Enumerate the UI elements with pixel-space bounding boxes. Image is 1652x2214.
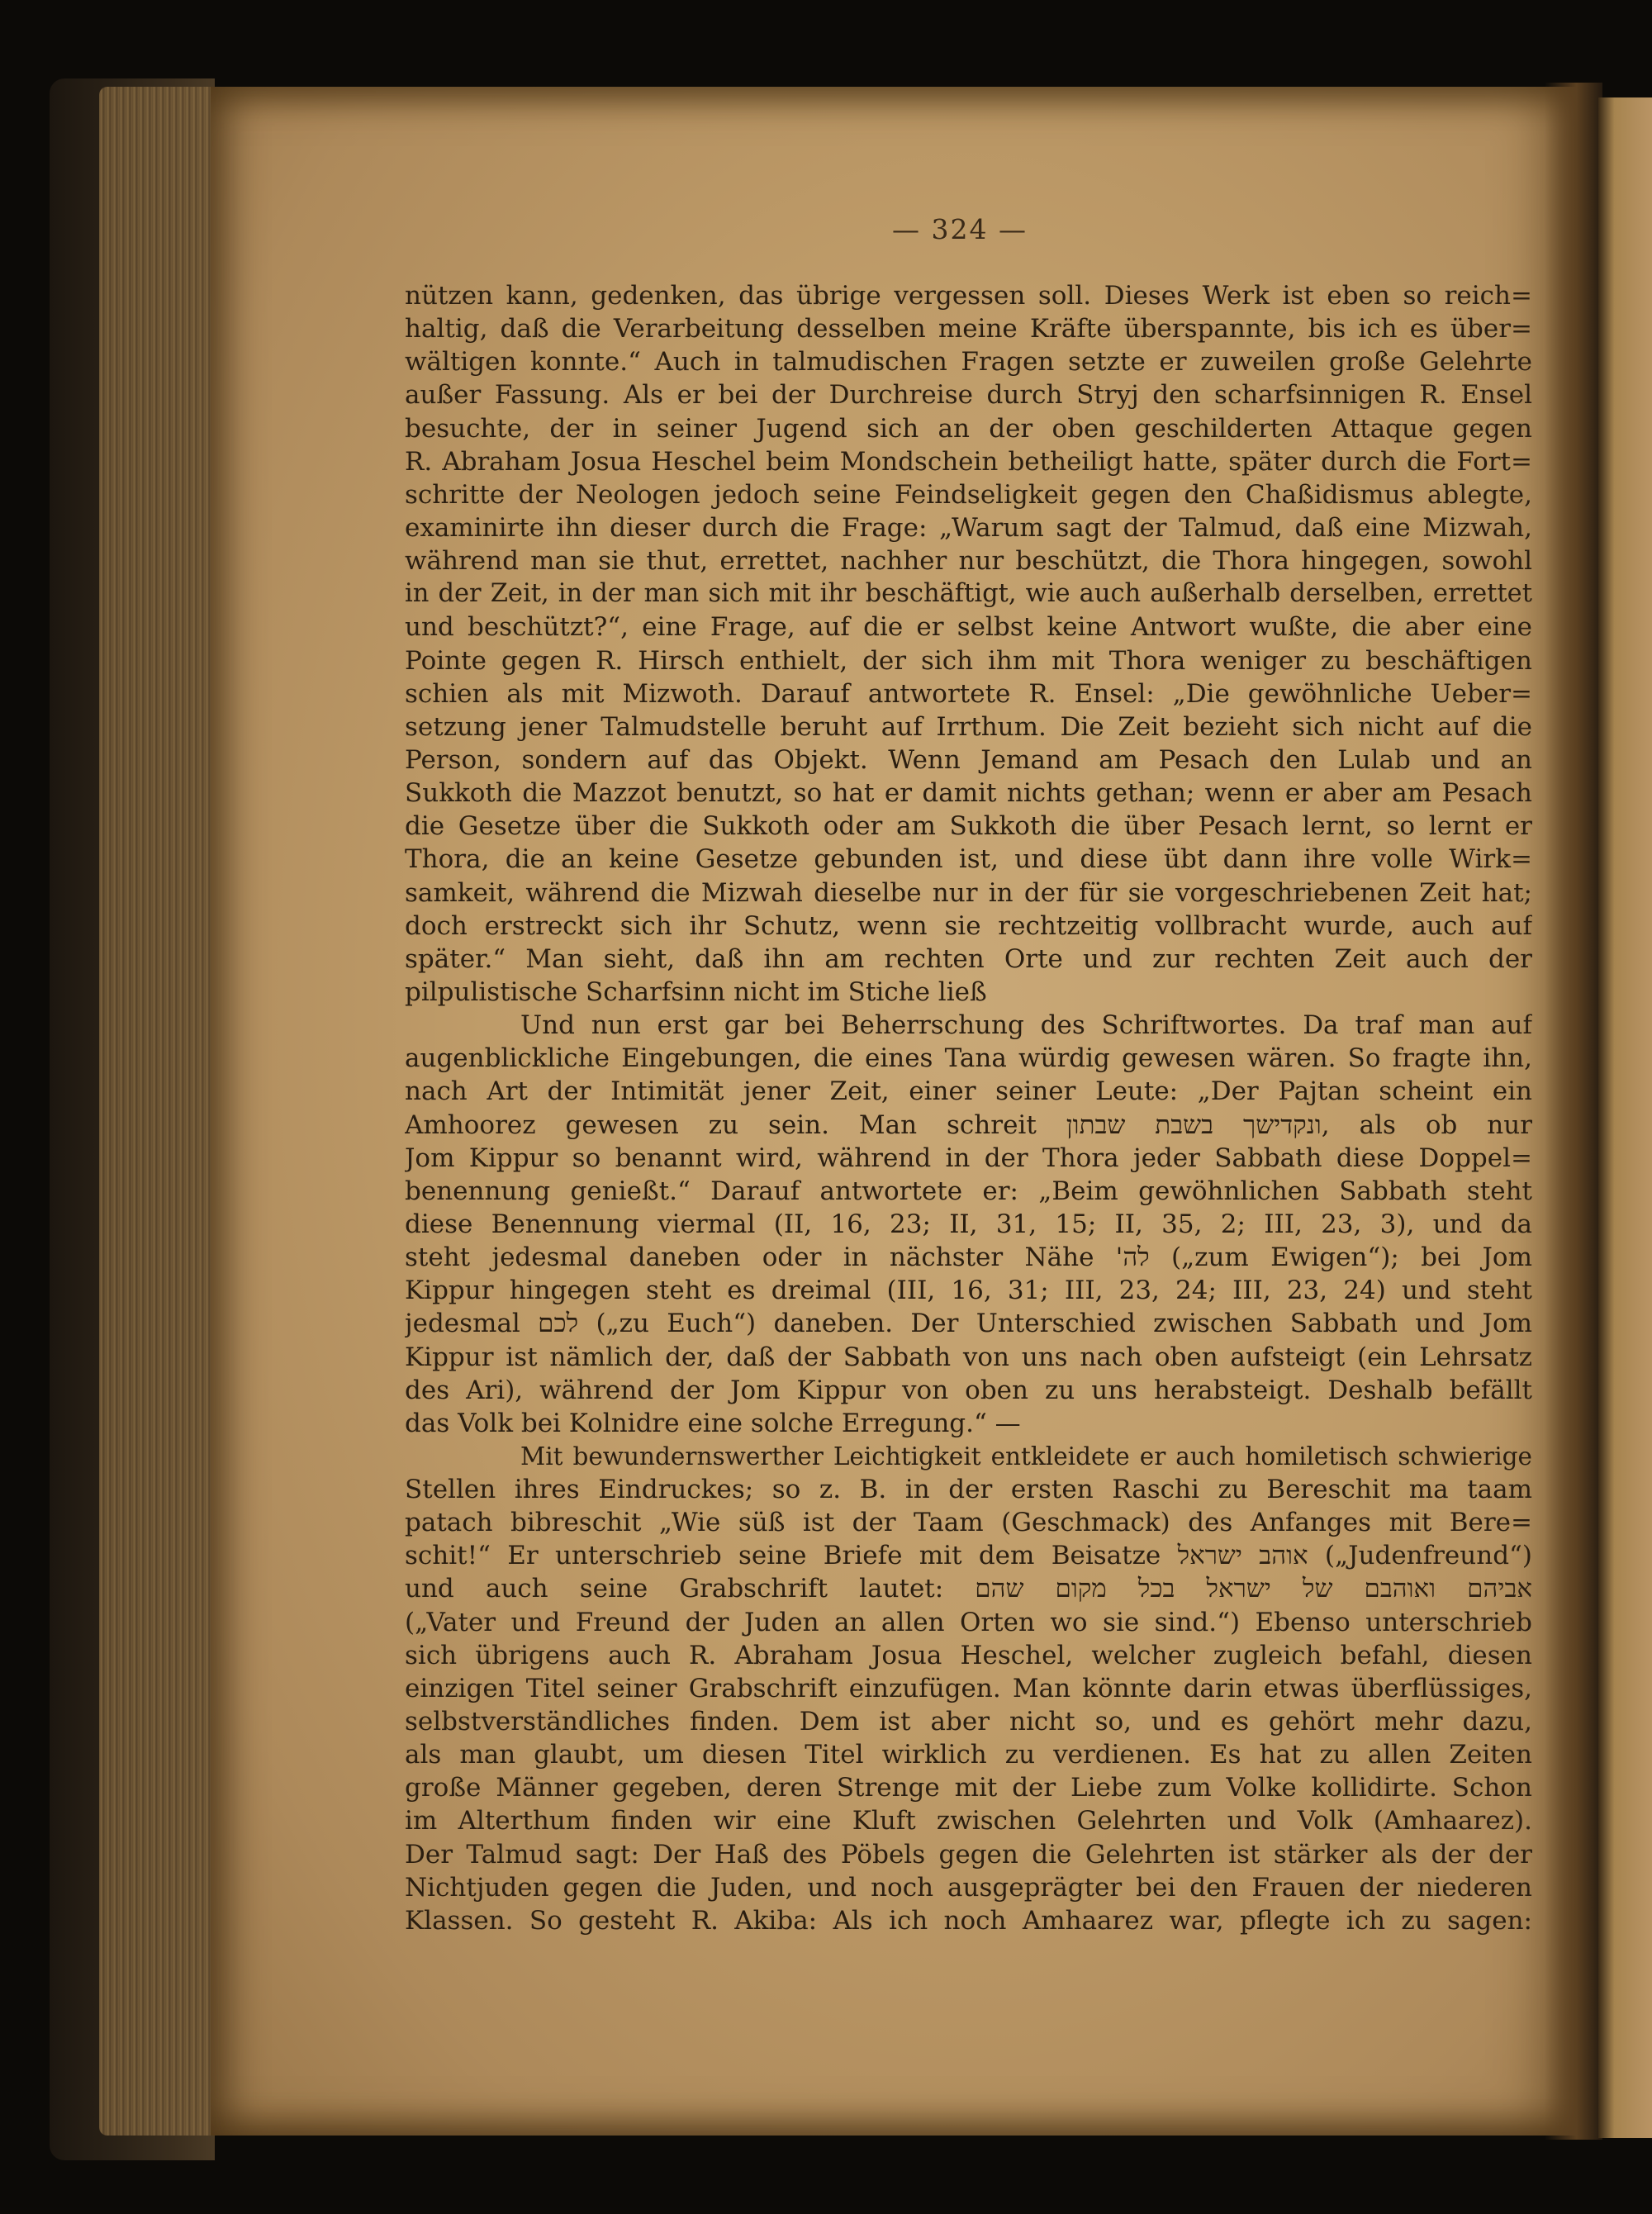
text-line: patach bibreschit „Wie süß ist der Taam (Geschmack) des Anfanges mit Bere= — [405, 1508, 1532, 1538]
text-line: Stellen ihres Eindruckes; so z. B. in der ersten Raschi zu Bereschit ma taam — [405, 1475, 1532, 1505]
text-line: schit!“ Er unterschrieb seine Briefe mit dem Beisatze אוהב ישראל („Judenfreund“) — [405, 1541, 1532, 1571]
text-line: Person, sondern auf das Objekt. Wenn Jemand am Pesach den Lulab und an — [405, 744, 1532, 775]
text-line: Pointe gegen R. Hirsch enthielt, der sich ihm mit Thora weniger zu beschäftigen — [405, 645, 1532, 676]
text-line: Thora, die an keine Gesetze gebunden ist, und diese übt dann ihre volle Wirk= — [405, 844, 1532, 875]
text-line: in der Zeit, in der man sich mit ihr beschäftigt, wie auch außerhalb derselben, errettet — [405, 579, 1532, 609]
text-line: wältigen konnte.“ Auch in talmudischen Fragen setzte er zuweilen große Gelehrte — [405, 347, 1532, 378]
text-line: benennung genießt.“ Darauf antwortete er: „Beim gewöhnlichen Sabbath steht — [405, 1176, 1532, 1206]
text-line: einzigen Titel seiner Grabschrift einzufügen. Man könnte darin etwas überflüssiges, — [405, 1673, 1532, 1703]
text-line: („Vater und Freund der Juden an allen Orten wo sie sind.“) Ebenso unterschrieb — [405, 1607, 1532, 1637]
text-line: Der Talmud sagt: Der Haß des Pöbels gegen die Gelehrten ist stärker als der der — [405, 1839, 1532, 1870]
text-line: Amhoorez gewesen zu sein. Man schreit ונקדישך בשבת שבתון, als ob nur — [405, 1109, 1532, 1140]
text-line: doch erstreckt sich ihr Schutz, wenn sie rechtzeitig vollbracht wurde, auch auf — [405, 910, 1532, 941]
page-edges — [99, 87, 223, 2136]
text-line: im Alterthum finden wir eine Kluft zwischen Gelehrten und Volk (Amhaarez). — [405, 1806, 1532, 1836]
text-line: des Ari), während der Jom Kippur von oben zu uns herabsteigt. Deshalb befällt — [405, 1375, 1532, 1405]
text-line: sich übrigens auch R. Abraham Josua Heschel, welcher zugleich befahl, diesen — [405, 1640, 1532, 1670]
paragraph-start-line: Mit bewundernswerther Leichtigkeit entkleidete er auch homiletisch schwierige — [520, 1442, 1532, 1470]
text-line: Klassen. So gesteht R. Akiba: Als ich noch Amhaarez war, pflegte ich zu sagen: — [405, 1905, 1532, 1936]
paragraph-end-line: das Volk bei Kolnidre eine solche Erregung.“ — — [405, 1408, 1021, 1438]
page-number: — 324 — — [892, 213, 1028, 245]
text-line: während man sie thut, errettet, nachher nur beschützt, die Thora hingegen, sowohl — [405, 546, 1532, 577]
text-line: diese Benennung viermal (II, 16, 23; II, 31, 15; II, 35, 2; III, 23, 3), und da — [405, 1209, 1532, 1239]
text-line: die Gesetze über die Sukkoth oder am Sukkoth die über Pesach lernt, so lernt er — [405, 811, 1532, 842]
text-line: und auch seine Grabschrift lautet: אביהם ואוהבם של ישראל בכל מקום שהם — [405, 1574, 1532, 1604]
text-line: außer Fassung. Als er bei der Durchreise durch Stryj den scharfsinnigen R. Ensel — [405, 380, 1532, 411]
text-line: examinirte ihn dieser durch die Frage: „Warum sagt der Talmud, daß eine Mizwah, — [405, 512, 1532, 543]
text-line: als man glaubt, um diesen Titel wirklich zu verdienen. Es hat zu allen Zeiten — [405, 1740, 1532, 1770]
text-line: schien als mit Mizwoth. Darauf antwortete R. Ensel: „Die gewöhnliche Ueber= — [405, 678, 1532, 709]
text-line: steht jedesmal daneben oder in nächster Nähe 'לה („zum Ewigen“); bei Jom — [405, 1242, 1532, 1273]
text-line: setzung jener Talmudstelle beruht auf Irrthum. Die Zeit bezieht sich nicht auf die — [405, 711, 1532, 742]
text-line: Kippur hingegen steht es dreimal (III, 16, 31; III, 23, 24; III, 23, 24) und steht — [405, 1276, 1532, 1306]
paragraph-start-line: Und nun erst gar bei Beherrschung des Schriftwortes. Da traf man auf — [520, 1010, 1532, 1041]
text-line: jedesmal לכם („zu Euch“) daneben. Der Unterschied zwischen Sabbath und Jom — [405, 1309, 1532, 1339]
text-line: R. Abraham Josua Heschel beim Mondschein betheiligt hatte, später durch die Fort= — [405, 446, 1532, 477]
paragraph-end-line: pilpulistische Scharfsinn nicht im Stiche ließ — [405, 976, 987, 1007]
text-line: augenblickliche Eingebungen, die eines Tana würdig gewesen wären. So fragte ihn, — [405, 1043, 1532, 1074]
text-line: Sukkoth die Mazzot benutzt, so hat er damit nichts gethan; wenn er aber am Pesach — [405, 778, 1532, 809]
text-line: und beschützt?“, eine Frage, auf die er selbst keine Antwort wußte, die aber eine — [405, 612, 1532, 643]
text-line: Kippur ist nämlich der, daß der Sabbath von uns nach oben aufsteigt (ein Lehrsatz — [405, 1342, 1532, 1372]
book-gutter — [1545, 83, 1602, 2140]
text-line: schritte der Neologen jedoch seine Feindseligkeit gegen den Chaßidismus ablegte, — [405, 479, 1532, 510]
text-line: nützen kann, gedenken, das übrige vergessen soll. Dieses Werk ist eben so reich= — [405, 281, 1532, 311]
text-line: große Männer gegeben, deren Strenge mit der Liebe zum Volke kollidirte. Schon — [405, 1773, 1532, 1803]
text-line: selbstverständliches finden. Dem ist aber nicht so, und es gehört mehr dazu, — [405, 1707, 1532, 1737]
text-line: samkeit, während die Mizwah dieselbe nur in der für sie vorgeschriebenen Zeit hat; — [405, 877, 1532, 908]
body-text — [405, 279, 1532, 1937]
text-line: haltig, daß die Verarbeitung desselben meine Kräfte überspannte, bis ich es über= — [405, 314, 1532, 344]
text-line: Nichtjuden gegen die Juden, und noch ausgeprägter bei den Frauen der niederen — [405, 1872, 1532, 1903]
text-line: Jom Kippur so benannt wird, während in der Thora jeder Sabbath diese Doppel= — [405, 1143, 1532, 1173]
text-line: nach Art der Intimität jener Zeit, einer seiner Leute: „Der Pajtan scheint ein — [405, 1076, 1532, 1107]
text-line: besuchte, der in seiner Jugend sich an der oben geschilderten Attaque gegen — [405, 413, 1532, 444]
text-line: später.“ Man sieht, daß ihn am rechten Orte und zur rechten Zeit auch der — [405, 943, 1532, 974]
next-page-edge — [1598, 97, 1652, 2138]
